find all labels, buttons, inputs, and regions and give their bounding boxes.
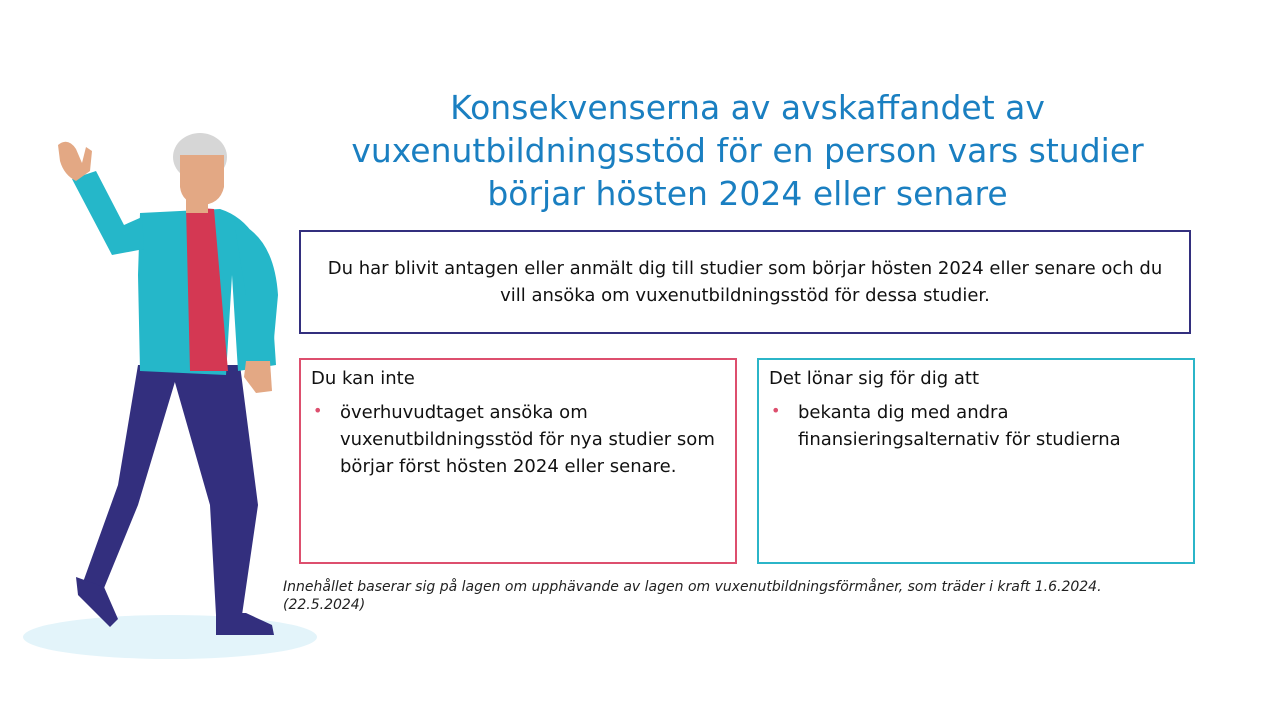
cannot-list xyxy=(311,399,725,480)
face xyxy=(180,155,224,205)
cannot-box xyxy=(299,358,737,564)
raised-arm xyxy=(72,171,144,255)
bullet-icon: • xyxy=(771,401,781,420)
ground-shadow xyxy=(23,615,317,659)
front-leg xyxy=(170,365,258,615)
cannot-heading: Du kan inte xyxy=(311,368,415,389)
front-shoe xyxy=(216,613,274,635)
advice-box xyxy=(757,358,1195,564)
advice-heading: Det lönar sig för dig att xyxy=(769,368,980,389)
bullet-icon: • xyxy=(313,401,323,420)
footnote-line-1: Innehållet baserar sig på lagen om upphävande av lagen om vuxenutbildningsförmåner, som träder i kraft 1.6.2024. xyxy=(283,579,1102,595)
page-title: Konsekvenserna av avskaffandet av vuxenutbildningsstöd för en person vars studier börjar hösten 2024 eller senare xyxy=(351,88,1144,213)
advice-list xyxy=(769,399,1183,453)
list-item xyxy=(769,399,1183,453)
intro-text: Du har blivit antagen eller anmält dig till studier som börjar hösten 2024 eller senare och du vill ansöka om vuxenutbildningsstöd för dessa studier. xyxy=(327,258,1163,306)
list-item xyxy=(311,399,725,480)
back-leg xyxy=(82,365,180,593)
list-item-text: överhuvudtaget ansöka om vuxenutbildningsstöd för nya studier som börjar först hösten 2024 eller senare. xyxy=(340,402,715,477)
intro-box xyxy=(299,230,1191,334)
right-hand xyxy=(244,361,272,393)
footnote-date: (22.5.2024) xyxy=(283,597,366,613)
list-item-text: bekanta dig med andra finansieringsalternativ för studierna xyxy=(798,402,1121,450)
footnote xyxy=(283,578,1253,614)
